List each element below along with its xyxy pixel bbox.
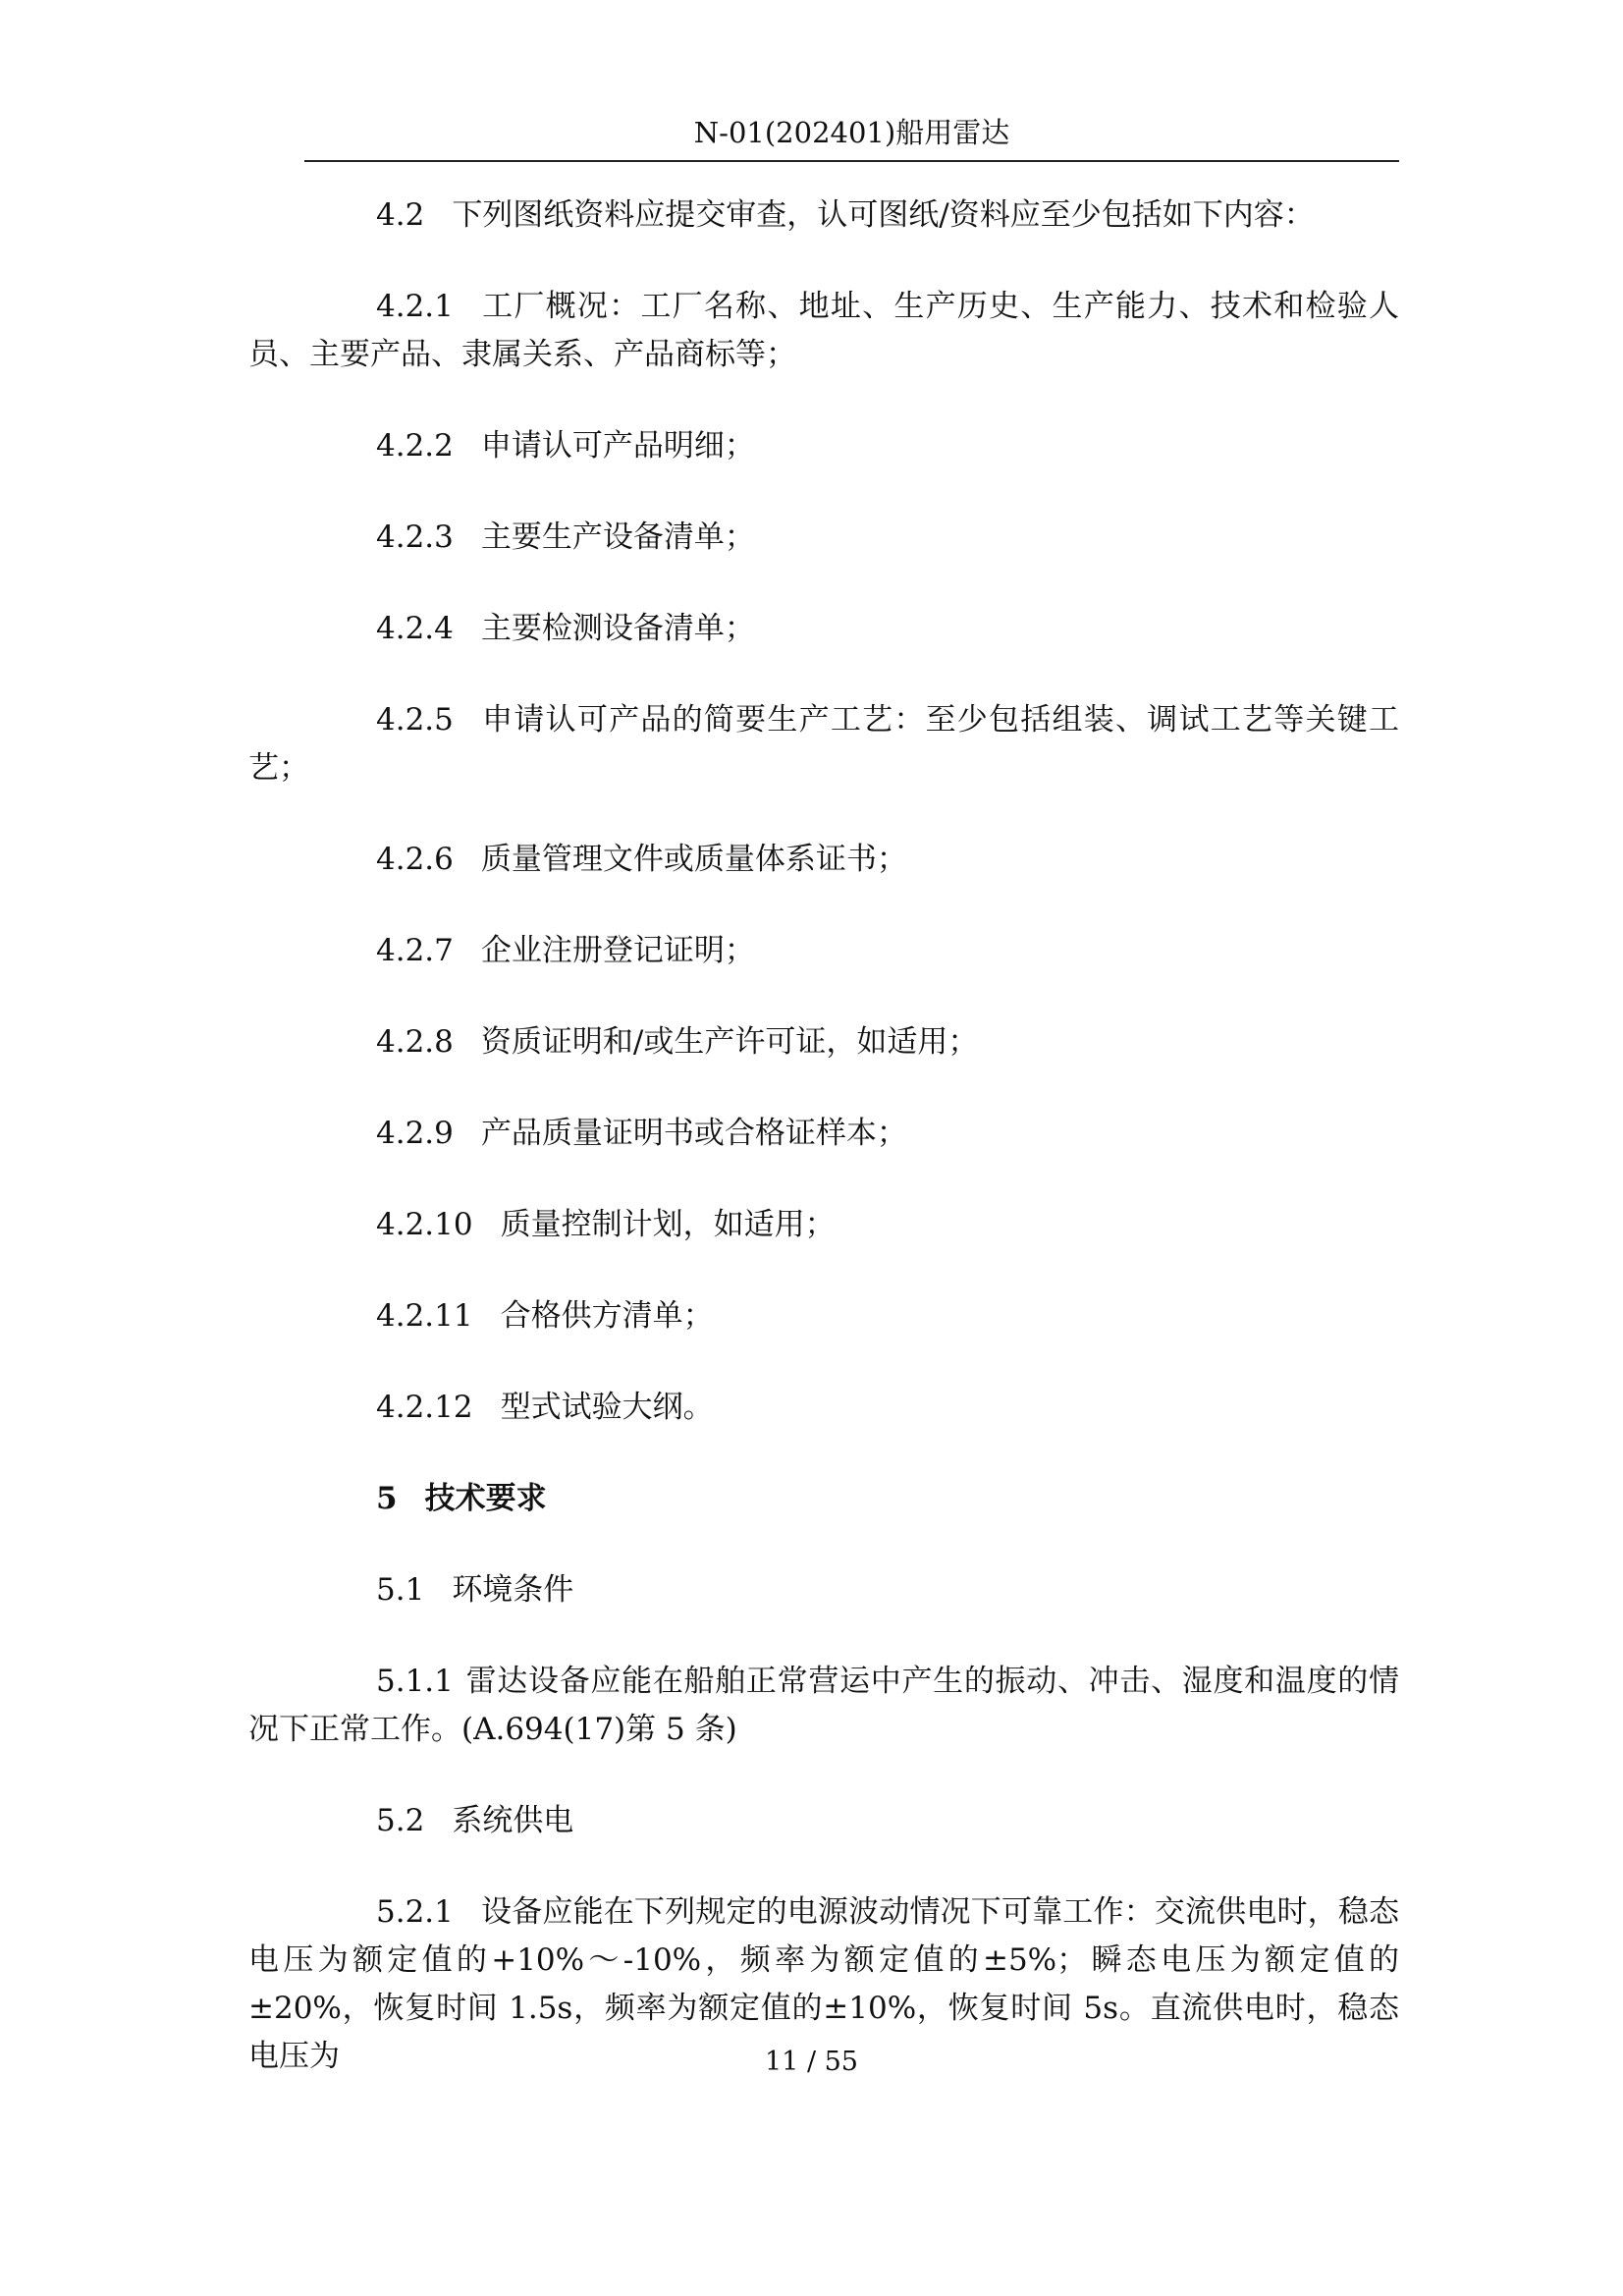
clause-text: 申请认可产品明细；: [480, 428, 755, 464]
clause-text: 型式试验大纲。: [500, 1390, 714, 1425]
paragraph-4-2-10: [248, 1201, 1399, 1249]
clause-number: 4.2.2: [376, 428, 454, 464]
header-divider: [304, 160, 1399, 162]
section-title: 技术要求: [424, 1481, 547, 1516]
paragraph-4-2: [248, 191, 1399, 240]
paragraph-4-2-4: [248, 605, 1399, 653]
clause-number: 4.2: [376, 197, 425, 233]
clause-text: 质量控制计划，如适用；: [500, 1207, 836, 1242]
clause-number: 5.2: [376, 1803, 425, 1838]
clause-number: 4.2.9: [376, 1116, 454, 1151]
clause-text: 环境条件: [452, 1572, 574, 1608]
clause-number: 4.2.5: [376, 702, 454, 738]
section-heading-5: [248, 1475, 1399, 1523]
paragraph-5-1: [248, 1566, 1399, 1614]
clause-number: 4.2.10: [376, 1207, 473, 1242]
paragraph-4-2-6: [248, 836, 1399, 884]
clause-text: 工厂概况：工厂名称、地址、生产历史、生产能力、技术和检验人员、主要产品、隶属关系、产品商标等；: [248, 289, 1399, 372]
clause-number: 4.2.3: [376, 519, 454, 555]
page-number: 11 / 55: [765, 2047, 858, 2077]
clause-number: 4.2.7: [376, 933, 454, 968]
paragraph-4-2-1: [248, 283, 1399, 379]
paragraph-4-2-12: [248, 1384, 1399, 1432]
document-body: [248, 191, 1399, 2124]
clause-number: 4.2.11: [376, 1298, 473, 1334]
clause-number: 4.2.1: [376, 289, 454, 324]
clause-number: 4.2.4: [376, 611, 454, 646]
paragraph-4-2-7: [248, 927, 1399, 975]
clause-number: 5.1: [376, 1572, 425, 1608]
clause-number: 4.2.6: [376, 842, 454, 877]
clause-text: 质量管理文件或质量体系证书；: [480, 842, 907, 877]
clause-text: 申请认可产品的简要生产工艺：至少包括组装、调试工艺等关键工艺；: [248, 702, 1399, 786]
clause-text: 主要生产设备清单；: [480, 519, 755, 555]
paragraph-4-2-3: [248, 514, 1399, 562]
clause-text: 设备应能在下列规定的电源波动情况下可靠工作：交流供电时，稳态电压为额定值的+10%～-10%，频率为额定值的±5%；瞬态电压为额定值的±20%，恢复时间 1.5s，频率为额定值的±10%，恢复时间 5s。直流供电时，稳态电压为: [248, 1894, 1399, 2074]
clause-text: 主要检测设备清单；: [480, 611, 755, 646]
paragraph-5-2: [248, 1797, 1399, 1845]
clause-text: 资质证明和/或生产许可证，如适用；: [480, 1024, 979, 1060]
clause-text: 产品质量证明书或合格证样本；: [480, 1116, 907, 1151]
clause-number: 5.1.1: [376, 1664, 454, 1699]
paragraph-4-2-9: [248, 1110, 1399, 1158]
clause-text: 合格供方清单；: [500, 1298, 714, 1334]
clause-text: 下列图纸资料应提交审查，认可图纸/资料应至少包括如下内容：: [452, 197, 1315, 233]
clause-number: 4.2.8: [376, 1024, 454, 1060]
clause-text: 系统供电: [452, 1803, 574, 1838]
page-header-title: N-01(202401)船用雷达: [693, 116, 1010, 149]
clause-number: 5.2.1: [376, 1894, 454, 1930]
paragraph-5-1-1: [248, 1658, 1399, 1754]
clause-text: 企业注册登记证明；: [480, 933, 755, 968]
clause-number: 4.2.12: [376, 1390, 473, 1425]
paragraph-4-2-5: [248, 696, 1399, 793]
paragraph-4-2-11: [248, 1292, 1399, 1340]
clause-text: 雷达设备应能在船舶正常营运中产生的振动、冲击、湿度和温度的情况下正常工作。(A.694(17)第 5 条): [248, 1664, 1399, 1747]
section-number: 5: [376, 1481, 398, 1516]
paragraph-4-2-8: [248, 1018, 1399, 1066]
paragraph-4-2-2: [248, 422, 1399, 470]
